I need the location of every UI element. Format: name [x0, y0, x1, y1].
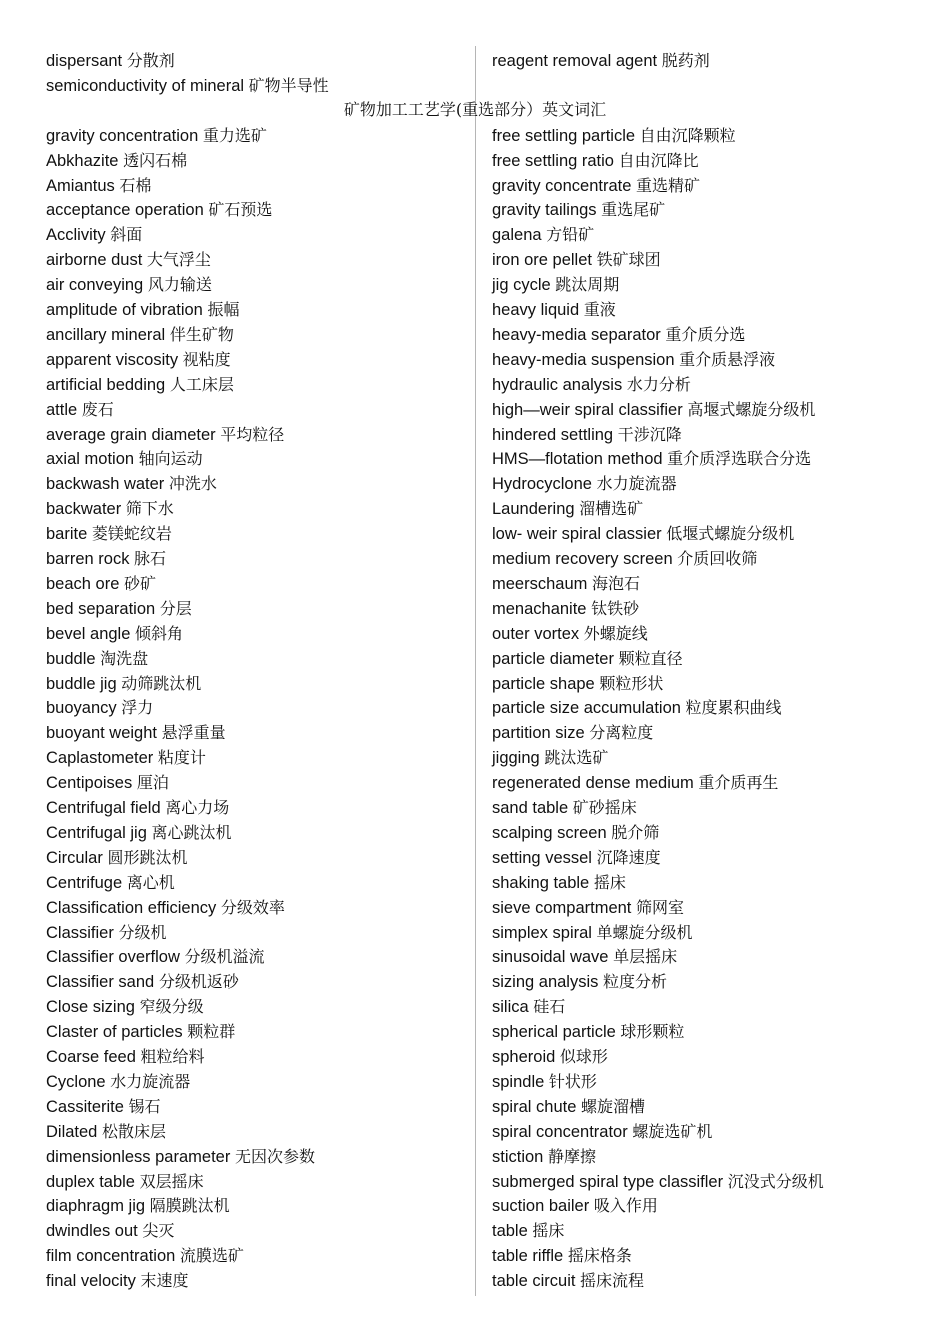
english-term: meerschaum	[492, 574, 588, 593]
vocab-entry	[46, 871, 175, 895]
vocab-entry	[46, 124, 267, 148]
english-term: sizing analysis	[492, 973, 599, 992]
vocab-entry	[46, 995, 204, 1019]
vocab-entry	[492, 1045, 608, 1069]
english-term: heavy liquid	[492, 301, 580, 319]
english-term: jig cycle	[492, 276, 551, 295]
english-term: diaphragm jig	[46, 1197, 146, 1216]
vocab-entry	[492, 896, 684, 920]
english-term: iron ore pellet	[492, 251, 592, 270]
english-term: table	[492, 1222, 528, 1241]
vocab-entry	[492, 1194, 658, 1218]
english-term: Classifier sand	[46, 973, 155, 992]
chinese-term: 分级机返砂	[158, 972, 239, 992]
vocab-entry	[46, 1145, 315, 1169]
vocab-entry	[492, 1244, 632, 1268]
chinese-term: 离心力场	[165, 798, 230, 817]
english-term: low- weir spiral classier	[492, 525, 662, 544]
chinese-term: 针状形	[548, 1071, 597, 1091]
chinese-term: 隔膜跳汰机	[149, 1196, 230, 1216]
vocab-entry	[46, 1095, 161, 1119]
english-term: final velocity	[46, 1272, 136, 1291]
chinese-term: 重介质悬浮液	[679, 349, 776, 369]
english-term: backwash water	[46, 475, 165, 494]
english-term: Classifier	[46, 923, 114, 942]
chinese-term: 筛下水	[125, 499, 174, 519]
chinese-term: 斜面	[110, 225, 143, 245]
chinese-term: 窄级分级	[139, 997, 204, 1017]
english-term: Centrifugal field	[46, 799, 161, 817]
vocab-entry	[492, 846, 661, 870]
english-term: sinusoidal wave	[492, 948, 609, 967]
vocab-entry	[46, 622, 183, 646]
chinese-term: 振幅	[207, 300, 240, 319]
vocab-entry	[46, 1269, 188, 1293]
vocab-entry	[492, 970, 667, 994]
vocab-entry	[46, 149, 187, 173]
chinese-term: 方铅矿	[546, 225, 595, 245]
chinese-term: 粒度分析	[602, 972, 667, 992]
english-term: particle shape	[492, 674, 595, 693]
english-term: gravity concentration	[46, 126, 199, 145]
chinese-term: 自由沉降颗粒	[639, 125, 736, 145]
vocab-entry	[46, 572, 156, 596]
english-term: table circuit	[492, 1272, 576, 1291]
english-term: Acclivity	[46, 226, 106, 245]
vocab-entry	[46, 721, 226, 745]
english-term: sieve compartment	[492, 898, 632, 917]
chinese-term: 摇床流程	[580, 1271, 645, 1291]
chinese-term: 风力输送	[147, 275, 212, 295]
vocab-entry	[46, 771, 169, 795]
chinese-term: 水力分析	[626, 374, 691, 394]
english-term: galena	[492, 226, 542, 245]
vocab-entry	[492, 1269, 644, 1293]
english-term: buoyant weight	[46, 724, 157, 743]
vocab-entry	[46, 896, 285, 920]
chinese-term: 钛铁砂	[591, 598, 640, 618]
vocab-entry	[46, 248, 211, 272]
chinese-term: 粗粒给料	[140, 1047, 205, 1066]
english-term: artificial bedding	[46, 375, 166, 394]
chinese-term: 静摩擦	[547, 1146, 596, 1166]
english-term: Abkhazite	[46, 151, 119, 170]
vocab-entry	[46, 970, 239, 994]
english-term: partition size	[492, 724, 585, 743]
english-term: gravity tailings	[492, 201, 597, 220]
chinese-term: 人工床层	[169, 374, 234, 394]
english-term: menachanite	[492, 599, 587, 618]
vocab-entry	[46, 522, 172, 546]
chinese-term: 锡石	[128, 1096, 161, 1116]
vocab-entry	[492, 522, 794, 546]
chinese-term: 脉石	[134, 549, 167, 568]
vocab-entry	[492, 1070, 597, 1094]
vocab-entry	[492, 348, 775, 372]
english-term: submerged spiral type classifler	[492, 1172, 724, 1191]
chinese-term: 水力旋流器	[596, 474, 677, 494]
english-term: gravity concentrate	[492, 176, 632, 195]
vocab-entry	[46, 796, 229, 820]
chinese-term: 淘洗盘	[100, 648, 149, 668]
english-term: simplex spiral	[492, 923, 592, 942]
english-term: Hydrocyclone	[492, 475, 592, 494]
english-term: Centipoises	[46, 774, 133, 793]
vocab-entry	[46, 74, 329, 98]
vocab-entry	[492, 49, 710, 73]
english-term: average grain diameter	[46, 425, 216, 444]
english-term: free settling ratio	[492, 151, 614, 170]
english-term: dimensionless parameter	[46, 1147, 231, 1166]
chinese-term: 颗粒群	[187, 1022, 236, 1042]
chinese-term: 重介质再生	[698, 773, 779, 793]
chinese-term: 矿物半导性	[248, 75, 329, 95]
english-term: Caplastometer	[46, 749, 154, 768]
chinese-term: 粒度累积曲线	[685, 698, 782, 718]
vocab-entry	[492, 1170, 824, 1194]
vocab-entry	[492, 945, 677, 969]
chinese-term: 松散床层	[101, 1121, 166, 1141]
english-term: Close sizing	[46, 998, 135, 1017]
chinese-term: 尖灭	[142, 1221, 175, 1241]
english-term: Centrifuge	[46, 873, 123, 892]
chinese-term: 轴向运动	[138, 449, 203, 469]
chinese-term: 摇床	[532, 1221, 565, 1241]
english-term: spiral concentrator	[492, 1122, 628, 1141]
english-term: hindered settling	[492, 425, 614, 444]
english-term: bevel angle	[46, 624, 131, 643]
vocab-entry	[46, 746, 206, 770]
vocab-entry	[46, 921, 166, 945]
chinese-term: 单螺旋分级机	[596, 922, 693, 942]
vocab-entry	[46, 1219, 174, 1243]
chinese-term: 矿石预选	[208, 200, 273, 220]
chinese-term: 介质回收筛	[677, 549, 758, 568]
chinese-term: 粘度计	[157, 748, 206, 768]
vocab-entry	[492, 273, 619, 297]
chinese-term: 螺旋选矿机	[632, 1121, 713, 1141]
chinese-term: 圆形跳汰机	[107, 847, 188, 867]
vocab-entry	[492, 1120, 712, 1144]
english-term: backwater	[46, 500, 122, 519]
vocab-entry	[492, 398, 815, 422]
chinese-term: 伴生矿物	[169, 324, 234, 344]
english-term: acceptance operation	[46, 201, 204, 220]
chinese-term: 悬浮重量	[161, 723, 226, 743]
vocab-entry	[492, 921, 693, 945]
chinese-term: 动筛跳汰机	[121, 673, 202, 693]
vocab-entry	[46, 497, 174, 521]
chinese-term: 无因次参数	[234, 1146, 315, 1166]
chinese-term: 透闪石棉	[123, 150, 188, 170]
vocab-entry	[46, 49, 175, 73]
english-term: heavy-media suspension	[492, 350, 675, 369]
chinese-term: 吸入作用	[593, 1196, 658, 1216]
vocab-entry	[46, 547, 166, 571]
chinese-term: 废石	[81, 399, 114, 419]
chinese-term: 单层摇床	[613, 947, 678, 967]
vocab-entry	[46, 174, 151, 198]
vocab-entry	[46, 821, 232, 845]
english-term: outer vortex	[492, 624, 580, 643]
vocab-entry	[492, 223, 594, 247]
english-term: Dilated	[46, 1122, 98, 1141]
english-term: Classification efficiency	[46, 898, 217, 917]
english-term: reagent removal agent	[492, 52, 658, 70]
chinese-term: 分级机	[118, 922, 167, 942]
chinese-term: 颗粒形状	[599, 673, 664, 693]
english-term: Classifier overflow	[46, 948, 180, 967]
chinese-term: 浮力	[121, 698, 154, 718]
english-term: medium recovery screen	[492, 550, 673, 568]
english-term: high—weir spiral classifier	[492, 400, 683, 419]
chinese-term: 颗粒直径	[618, 648, 683, 668]
column-divider	[475, 46, 476, 1296]
chinese-term: 重选尾矿	[601, 200, 666, 220]
vocab-entry	[46, 1244, 244, 1268]
english-term: hydraulic analysis	[492, 375, 623, 394]
vocab-entry	[492, 124, 736, 148]
vocab-entry	[46, 1045, 205, 1069]
vocab-entry	[46, 696, 153, 720]
english-term: Amiantus	[46, 176, 115, 195]
vocab-entry	[46, 298, 239, 322]
english-term: film concentration	[46, 1247, 176, 1266]
chinese-term: 筛网室	[635, 897, 684, 917]
chinese-term: 螺旋溜槽	[580, 1096, 645, 1116]
vocab-entry	[46, 1070, 190, 1094]
vocab-entry	[46, 447, 203, 471]
vocab-entry	[492, 1020, 684, 1044]
english-term: buddle jig	[46, 674, 117, 693]
english-term: jigging	[492, 749, 540, 768]
vocab-entry	[46, 945, 264, 969]
english-term: regenerated dense medium	[492, 774, 694, 793]
chinese-term: 矿砂摇床	[572, 798, 637, 817]
chinese-term: 重力选矿	[202, 125, 267, 145]
vocab-entry	[46, 1170, 204, 1194]
english-term: Laundering	[492, 500, 575, 519]
vocab-entry	[492, 871, 626, 895]
english-term: setting vessel	[492, 848, 592, 867]
vocab-entry	[46, 273, 212, 297]
chinese-term: 干涉沉降	[617, 424, 682, 444]
vocab-entry	[492, 796, 637, 820]
vocab-entry	[492, 746, 608, 770]
chinese-term: 自由沉降比	[618, 150, 699, 170]
english-term: scalping screen	[492, 823, 607, 842]
chinese-term: 球形颗粒	[620, 1022, 685, 1042]
chinese-term: 石棉	[119, 175, 152, 195]
chinese-term: 离心跳汰机	[151, 822, 232, 842]
chinese-term: 摇床格条	[567, 1246, 632, 1266]
vocab-entry	[46, 1120, 166, 1144]
chinese-term: 低堰式螺旋分级机	[666, 524, 795, 544]
english-term: shaking table	[492, 873, 590, 892]
english-term: amplitude of vibration	[46, 301, 203, 319]
vocab-entry	[46, 1194, 230, 1218]
vocab-entry	[492, 995, 565, 1019]
chinese-term: 脱药剂	[661, 51, 710, 70]
english-term: silica	[492, 998, 529, 1017]
english-term: apparent viscosity	[46, 350, 179, 369]
vocab-entry	[46, 198, 272, 222]
vocab-entry	[46, 647, 148, 671]
chinese-term: 似球形	[559, 1047, 608, 1066]
vocab-entry	[492, 149, 699, 173]
english-term: buddle	[46, 649, 96, 668]
vocab-entry	[492, 672, 663, 696]
chinese-term: 硅石	[533, 997, 566, 1017]
english-term: duplex table	[46, 1172, 135, 1191]
english-term: beach ore	[46, 574, 120, 593]
chinese-term: 视粘度	[182, 349, 231, 369]
chinese-term: 砂矿	[123, 573, 156, 593]
vocab-entry	[492, 373, 691, 397]
vocab-entry	[46, 323, 234, 347]
chinese-term: 溜槽选矿	[579, 499, 644, 519]
english-term: axial motion	[46, 450, 135, 469]
vocab-entry	[492, 597, 639, 621]
chinese-term: 重选精矿	[636, 175, 701, 195]
vocab-entry	[46, 472, 217, 496]
vocab-entry	[46, 672, 201, 696]
chinese-term: 高堰式螺旋分级机	[687, 399, 816, 419]
section-title: 矿物加工工艺学(重选部分）英文词汇	[343, 100, 607, 119]
chinese-term: 重介质浮选联合分选	[667, 449, 812, 469]
english-term: sand table	[492, 799, 569, 817]
english-term: ancillary mineral	[46, 325, 166, 344]
chinese-term: 流膜选矿	[179, 1246, 244, 1266]
english-term: Cyclone	[46, 1072, 106, 1091]
chinese-term: 菱镁蛇纹岩	[91, 524, 172, 544]
english-term: stiction	[492, 1147, 544, 1166]
chinese-term: 分级机溢流	[184, 947, 265, 967]
chinese-term: 铁矿球团	[596, 250, 661, 270]
english-term: Coarse feed	[46, 1048, 136, 1066]
chinese-term: 分散剂	[126, 51, 175, 70]
english-term: Claster of particles	[46, 1023, 183, 1042]
english-term: dispersant	[46, 52, 123, 70]
english-term: dwindles out	[46, 1222, 138, 1241]
vocab-entry	[492, 423, 682, 447]
chinese-term: 大气浮尘	[146, 250, 211, 270]
english-term: free settling particle	[492, 126, 636, 145]
vocab-entry	[46, 1020, 235, 1044]
chinese-term: 末速度	[140, 1271, 189, 1291]
english-term: particle diameter	[492, 649, 614, 668]
english-term: spherical particle	[492, 1023, 616, 1042]
chinese-term: 重液	[583, 300, 616, 319]
english-term: airborne dust	[46, 251, 143, 270]
chinese-term: 海泡石	[591, 573, 640, 593]
chinese-term: 沉没式分级机	[727, 1171, 824, 1191]
vocab-entry	[46, 597, 192, 621]
english-term: spindle	[492, 1072, 545, 1091]
chinese-term: 厘泊	[136, 773, 169, 793]
chinese-term: 平均粒径	[220, 424, 285, 444]
chinese-term: 分层	[159, 598, 192, 618]
english-term: table riffle	[492, 1247, 564, 1266]
vocab-entry	[492, 721, 653, 745]
chinese-term: 沉降速度	[596, 847, 661, 867]
vocab-entry	[492, 174, 700, 198]
english-term: particle size accumulation	[492, 699, 681, 718]
chinese-term: 重介质分选	[665, 324, 746, 344]
english-term: spheroid	[492, 1048, 556, 1066]
chinese-term: 跳汰周期	[555, 275, 620, 295]
chinese-term: 倾斜角	[135, 623, 184, 643]
vocab-entry	[492, 647, 683, 671]
english-term: semiconductivity of mineral	[46, 76, 245, 95]
vocab-entry	[46, 223, 142, 247]
chinese-term: 冲洗水	[168, 474, 217, 494]
vocab-entry	[46, 348, 231, 372]
vocab-entry	[46, 398, 114, 422]
vocab-entry	[492, 198, 665, 222]
vocab-entry	[46, 423, 284, 447]
chinese-term: 离心机	[126, 872, 175, 892]
chinese-term: 分级效率	[220, 897, 285, 917]
vocab-entry	[492, 447, 811, 471]
vocab-entry	[492, 323, 745, 347]
vocab-entry	[492, 1095, 645, 1119]
english-term: bed separation	[46, 599, 156, 618]
chinese-term: 跳汰选矿	[544, 748, 609, 768]
chinese-term: 双层摇床	[139, 1171, 204, 1191]
vocab-entry	[492, 821, 659, 845]
english-term: suction bailer	[492, 1197, 590, 1216]
english-term: Cassiterite	[46, 1097, 124, 1116]
chinese-term: 摇床	[593, 872, 626, 892]
english-term: spiral chute	[492, 1097, 577, 1116]
vocab-entry	[46, 846, 187, 870]
chinese-term: 外螺旋线	[583, 623, 648, 643]
vocab-entry	[46, 373, 234, 397]
english-term: barite	[46, 525, 88, 544]
vocab-entry	[492, 622, 648, 646]
english-term: heavy-media separator	[492, 325, 661, 344]
vocab-entry	[492, 771, 778, 795]
chinese-term: 分离粒度	[589, 723, 654, 743]
chinese-term: 脱介筛	[611, 822, 660, 842]
vocab-entry	[492, 1219, 564, 1243]
vocab-entry	[492, 497, 643, 521]
vocab-entry	[492, 696, 782, 720]
english-term: Centrifugal jig	[46, 823, 147, 842]
english-term: buoyancy	[46, 699, 117, 718]
vocab-entry	[492, 547, 757, 571]
chinese-term: 水力旋流器	[110, 1071, 191, 1091]
vocab-entry	[492, 298, 616, 322]
english-term: attle	[46, 400, 78, 419]
vocab-entry	[492, 572, 640, 596]
vocab-entry	[492, 472, 677, 496]
english-term: air conveying	[46, 276, 144, 295]
english-term: HMS—flotation method	[492, 450, 663, 469]
english-term: barren rock	[46, 550, 130, 568]
vocab-entry	[492, 248, 661, 272]
english-term: Circular	[46, 848, 103, 867]
vocab-entry	[492, 1145, 596, 1169]
